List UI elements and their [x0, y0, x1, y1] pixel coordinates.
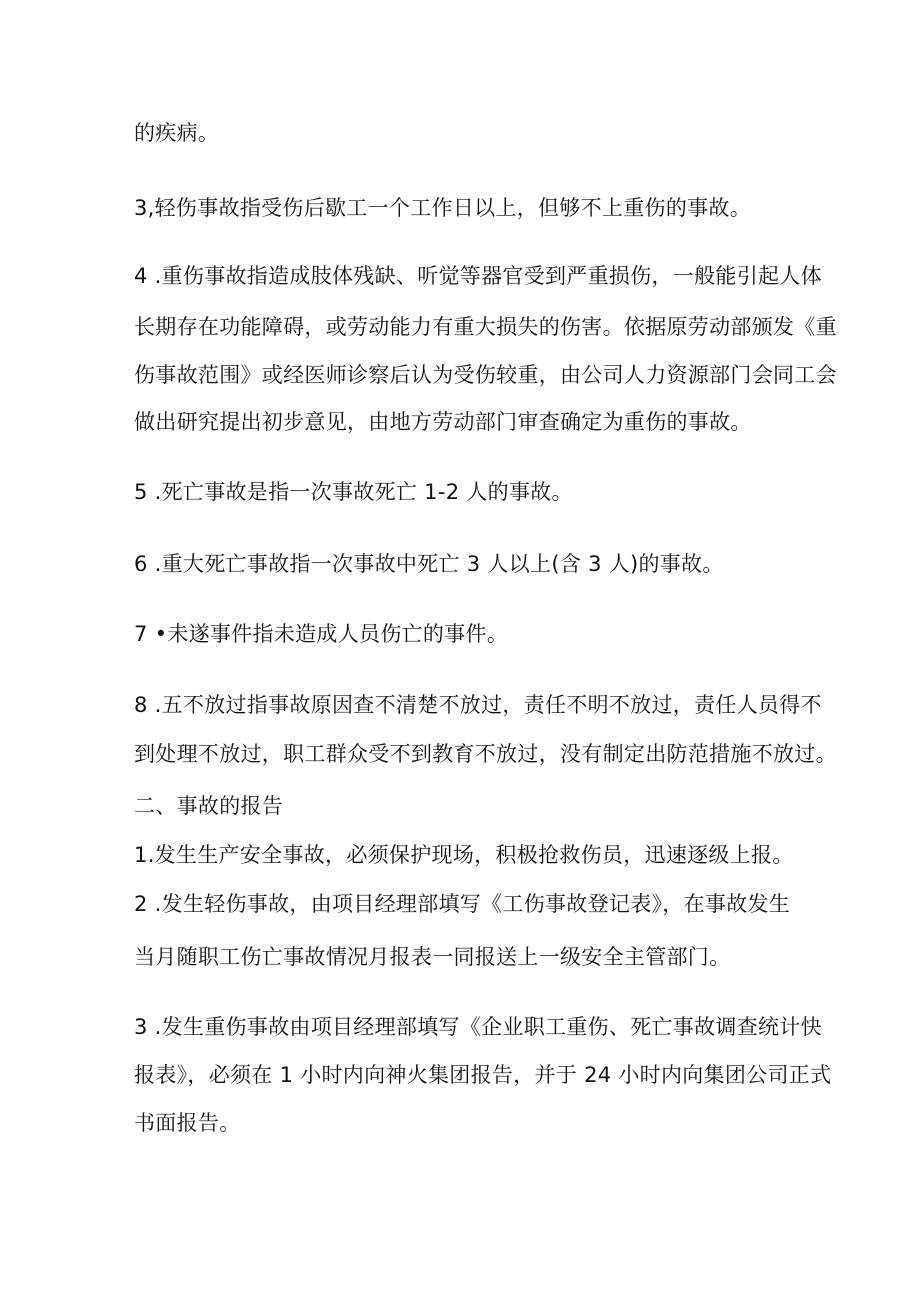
text-line: 4 .重伤事故指造成肢体残缺、听觉等器官受到严重损伤，一般能引起人体: [134, 264, 822, 288]
text-line: 2 .发生轻伤事故，由项目经理部填写《工伤事故登记表》，在事故发生: [134, 892, 791, 916]
text-line: 3 .发生重伤事故由项目经理部填写《企业职工重伤、死亡事故调查统计快: [134, 1015, 822, 1039]
text-line: 1.发生生产安全事故，必须保护现场，积极抢救伤员，迅速逐级上报。: [134, 843, 794, 867]
text-line: 的疾病。: [134, 121, 220, 145]
text-line: 到处理不放过，职工群众受不到教育不放过，没有制定出防范措施不放过。: [134, 742, 837, 766]
text-line: 5 .死亡事故是指一次事故死亡 1-2 人的事故。: [134, 480, 573, 504]
section-heading: 二、事故的报告: [134, 794, 284, 818]
text-line: 7 •未遂事件指未造成人员伤亡的事件。: [134, 622, 509, 646]
text-line: 伤事故范围》或经医师诊察后认为受伤较重，由公司人力资源部门会同工会: [134, 363, 837, 387]
text-line: 报表》，必须在 1 小时内向神火集团报告，并于 24 小时内向集团公司正式: [134, 1063, 832, 1087]
text-line: 做出研究提出初步意见，由地方劳动部门审查确定为重伤的事故。: [134, 410, 752, 434]
text-line: 6 .重大死亡事故指一次事故中死亡 3 人以上(含 3 人)的事故。: [134, 552, 724, 576]
text-line: 当月随职工伤亡事故情况月报表一同报送上一级安全主管部门。: [134, 945, 731, 969]
text-line: 长期存在功能障碍，或劳动能力有重大损失的伤害。依据原劳动部颁发《重: [134, 315, 837, 339]
text-line: 书面报告。: [134, 1111, 241, 1135]
text-line: 8 .五不放过指事故原因查不清楚不放过，责任不明不放过，责任人员得不: [134, 693, 822, 717]
text-line: 3,轻伤事故指受伤后歇工一个工作日以上，但够不上重伤的事故。: [134, 196, 752, 220]
